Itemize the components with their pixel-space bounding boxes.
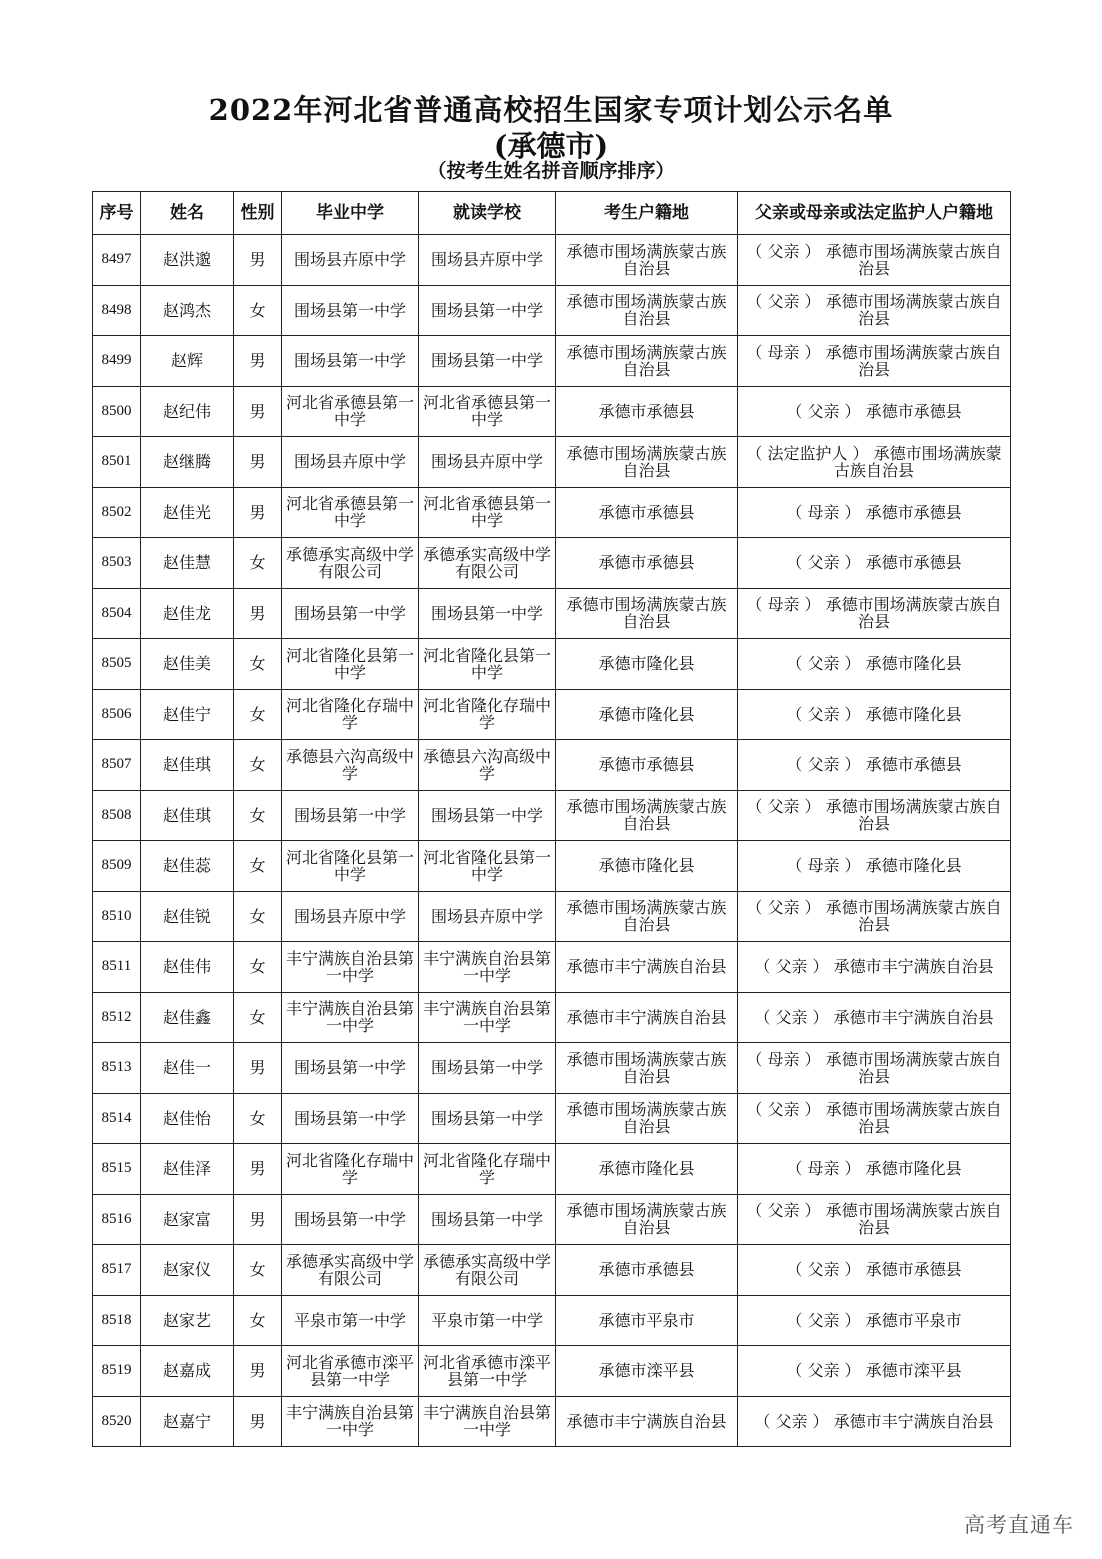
cell-graduated-school: 河北省隆化存瑞中学 bbox=[282, 689, 419, 740]
table-row bbox=[93, 336, 1011, 387]
cell-student-hukou: 承德市丰宁满族自治县 bbox=[556, 992, 738, 1043]
cell-index: 8509 bbox=[93, 841, 141, 892]
cell-guardian-hukou: （ 母亲 ） 承德市围场满族蒙古族自治县 bbox=[738, 336, 1011, 387]
cell-gender: 男 bbox=[234, 437, 282, 488]
cell-gender: 女 bbox=[234, 891, 282, 942]
cell-current-school: 河北省承德县第一中学 bbox=[419, 487, 556, 538]
cell-gender: 男 bbox=[234, 336, 282, 387]
cell-graduated-school: 围场县第一中学 bbox=[282, 1043, 419, 1094]
table-row bbox=[93, 942, 1011, 993]
table-body bbox=[93, 235, 1011, 1447]
cell-index: 8515 bbox=[93, 1144, 141, 1195]
cell-student-hukou: 承德市围场满族蒙古族自治县 bbox=[556, 437, 738, 488]
header-student-hukou: 考生户籍地 bbox=[556, 192, 738, 235]
cell-guardian-hukou: （ 父亲 ） 承德市丰宁满族自治县 bbox=[738, 992, 1011, 1043]
cell-guardian-hukou: （ 父亲 ） 承德市隆化县 bbox=[738, 689, 1011, 740]
watermark: 高考直通车 bbox=[964, 1513, 1074, 1537]
cell-guardian-hukou: （ 母亲 ） 承德市隆化县 bbox=[738, 1144, 1011, 1195]
document-title: 2022年河北省普通高校招生国家专项计划公示名单 bbox=[208, 93, 894, 127]
cell-name: 赵洪邈 bbox=[141, 235, 234, 286]
cell-name: 赵家艺 bbox=[141, 1295, 234, 1346]
cell-guardian-hukou: （ 父亲 ） 承德市围场满族蒙古族自治县 bbox=[738, 285, 1011, 336]
cell-graduated-school: 河北省承德市滦平县第一中学 bbox=[282, 1346, 419, 1397]
table-row bbox=[93, 1346, 1011, 1397]
cell-gender: 男 bbox=[234, 386, 282, 437]
cell-name: 赵继腾 bbox=[141, 437, 234, 488]
cell-graduated-school: 丰宁满族自治县第一中学 bbox=[282, 992, 419, 1043]
header-guardian-hukou: 父亲或母亲或法定监护人户籍地 bbox=[738, 192, 1011, 235]
cell-graduated-school: 围场县第一中学 bbox=[282, 336, 419, 387]
cell-graduated-school: 河北省隆化县第一中学 bbox=[282, 639, 419, 690]
cell-graduated-school: 河北省隆化县第一中学 bbox=[282, 841, 419, 892]
cell-name: 赵鸿杰 bbox=[141, 285, 234, 336]
cell-index: 8516 bbox=[93, 1194, 141, 1245]
cell-student-hukou: 承德市围场满族蒙古族自治县 bbox=[556, 235, 738, 286]
cell-graduated-school: 围场县第一中学 bbox=[282, 1194, 419, 1245]
cell-name: 赵佳宁 bbox=[141, 689, 234, 740]
cell-name: 赵佳伟 bbox=[141, 942, 234, 993]
cell-graduated-school: 围场县第一中学 bbox=[282, 790, 419, 841]
cell-current-school: 围场县第一中学 bbox=[419, 336, 556, 387]
cell-graduated-school: 河北省隆化存瑞中学 bbox=[282, 1144, 419, 1195]
cell-current-school: 河北省承德市滦平县第一中学 bbox=[419, 1346, 556, 1397]
cell-current-school: 承德承实高级中学有限公司 bbox=[419, 1245, 556, 1296]
cell-name: 赵家富 bbox=[141, 1194, 234, 1245]
cell-name: 赵纪伟 bbox=[141, 386, 234, 437]
cell-guardian-hukou: （ 母亲 ） 承德市围场满族蒙古族自治县 bbox=[738, 1043, 1011, 1094]
cell-gender: 女 bbox=[234, 992, 282, 1043]
cell-index: 8508 bbox=[93, 790, 141, 841]
cell-guardian-hukou: （ 母亲 ） 承德市承德县 bbox=[738, 487, 1011, 538]
cell-gender: 女 bbox=[234, 790, 282, 841]
cell-index: 8514 bbox=[93, 1093, 141, 1144]
cell-graduated-school: 围场县第一中学 bbox=[282, 285, 419, 336]
cell-gender: 女 bbox=[234, 689, 282, 740]
cell-student-hukou: 承德市隆化县 bbox=[556, 841, 738, 892]
table-row bbox=[93, 790, 1011, 841]
cell-gender: 男 bbox=[234, 1396, 282, 1447]
cell-student-hukou: 承德市围场满族蒙古族自治县 bbox=[556, 1043, 738, 1094]
header-graduated-school: 毕业中学 bbox=[282, 192, 419, 235]
cell-current-school: 围场县第一中学 bbox=[419, 1093, 556, 1144]
cell-student-hukou: 承德市围场满族蒙古族自治县 bbox=[556, 1194, 738, 1245]
cell-graduated-school: 承德县六沟高级中学 bbox=[282, 740, 419, 791]
cell-index: 8499 bbox=[93, 336, 141, 387]
cell-current-school: 河北省隆化存瑞中学 bbox=[419, 1144, 556, 1195]
cell-guardian-hukou: （ 父亲 ） 承德市滦平县 bbox=[738, 1346, 1011, 1397]
header-name: 姓名 bbox=[141, 192, 234, 235]
table-row bbox=[93, 841, 1011, 892]
cell-student-hukou: 承德市围场满族蒙古族自治县 bbox=[556, 336, 738, 387]
table-row bbox=[93, 487, 1011, 538]
cell-gender: 男 bbox=[234, 235, 282, 286]
cell-graduated-school: 围场县第一中学 bbox=[282, 1093, 419, 1144]
table-row bbox=[93, 1093, 1011, 1144]
cell-guardian-hukou: （ 父亲 ） 承德市承德县 bbox=[738, 1245, 1011, 1296]
cell-graduated-school: 河北省承德县第一中学 bbox=[282, 386, 419, 437]
cell-gender: 女 bbox=[234, 1093, 282, 1144]
cell-gender: 女 bbox=[234, 841, 282, 892]
cell-graduated-school: 承德承实高级中学有限公司 bbox=[282, 538, 419, 589]
cell-name: 赵佳怡 bbox=[141, 1093, 234, 1144]
cell-gender: 女 bbox=[234, 942, 282, 993]
table-row bbox=[93, 992, 1011, 1043]
cell-name: 赵佳一 bbox=[141, 1043, 234, 1094]
cell-gender: 女 bbox=[234, 1245, 282, 1296]
cell-name: 赵佳琪 bbox=[141, 790, 234, 841]
table-row bbox=[93, 1043, 1011, 1094]
cell-index: 8512 bbox=[93, 992, 141, 1043]
cell-student-hukou: 承德市承德县 bbox=[556, 740, 738, 791]
document-subtitle: (承德市) bbox=[493, 129, 609, 163]
cell-graduated-school: 平泉市第一中学 bbox=[282, 1295, 419, 1346]
cell-guardian-hukou: （ 法定监护人 ） 承德市围场满族蒙古族自治县 bbox=[738, 437, 1011, 488]
table-row bbox=[93, 285, 1011, 336]
cell-name: 赵佳琪 bbox=[141, 740, 234, 791]
cell-student-hukou: 承德市滦平县 bbox=[556, 1346, 738, 1397]
cell-current-school: 承德县六沟高级中学 bbox=[419, 740, 556, 791]
cell-current-school: 围场县第一中学 bbox=[419, 1043, 556, 1094]
cell-guardian-hukou: （ 父亲 ） 承德市围场满族蒙古族自治县 bbox=[738, 891, 1011, 942]
cell-index: 8517 bbox=[93, 1245, 141, 1296]
cell-index: 8513 bbox=[93, 1043, 141, 1094]
cell-index: 8502 bbox=[93, 487, 141, 538]
cell-gender: 女 bbox=[234, 639, 282, 690]
cell-student-hukou: 承德市隆化县 bbox=[556, 639, 738, 690]
header-index: 序号 bbox=[93, 192, 141, 235]
cell-student-hukou: 承德市围场满族蒙古族自治县 bbox=[556, 588, 738, 639]
cell-guardian-hukou: （ 父亲 ） 承德市丰宁满族自治县 bbox=[738, 1396, 1011, 1447]
cell-name: 赵嘉宁 bbox=[141, 1396, 234, 1447]
cell-name: 赵佳美 bbox=[141, 639, 234, 690]
cell-name: 赵佳锐 bbox=[141, 891, 234, 942]
table-row bbox=[93, 689, 1011, 740]
cell-name: 赵辉 bbox=[141, 336, 234, 387]
cell-index: 8503 bbox=[93, 538, 141, 589]
cell-gender: 女 bbox=[234, 285, 282, 336]
cell-name: 赵佳慧 bbox=[141, 538, 234, 589]
cell-graduated-school: 围场县卉原中学 bbox=[282, 891, 419, 942]
table-row bbox=[93, 1396, 1011, 1447]
cell-gender: 女 bbox=[234, 538, 282, 589]
cell-student-hukou: 承德市丰宁满族自治县 bbox=[556, 942, 738, 993]
cell-graduated-school: 河北省承德县第一中学 bbox=[282, 487, 419, 538]
cell-name: 赵佳光 bbox=[141, 487, 234, 538]
cell-graduated-school: 围场县卉原中学 bbox=[282, 235, 419, 286]
table-row bbox=[93, 386, 1011, 437]
cell-graduated-school: 承德承实高级中学有限公司 bbox=[282, 1245, 419, 1296]
table-row bbox=[93, 235, 1011, 286]
cell-name: 赵佳泽 bbox=[141, 1144, 234, 1195]
cell-name: 赵佳蕊 bbox=[141, 841, 234, 892]
cell-current-school: 丰宁满族自治县第一中学 bbox=[419, 1396, 556, 1447]
cell-current-school: 承德承实高级中学有限公司 bbox=[419, 538, 556, 589]
cell-index: 8500 bbox=[93, 386, 141, 437]
cell-index: 8520 bbox=[93, 1396, 141, 1447]
cell-gender: 男 bbox=[234, 1194, 282, 1245]
cell-student-hukou: 承德市承德县 bbox=[556, 538, 738, 589]
cell-index: 8501 bbox=[93, 437, 141, 488]
cell-index: 8519 bbox=[93, 1346, 141, 1397]
cell-current-school: 围场县卉原中学 bbox=[419, 891, 556, 942]
cell-index: 8518 bbox=[93, 1295, 141, 1346]
cell-gender: 女 bbox=[234, 740, 282, 791]
cell-current-school: 平泉市第一中学 bbox=[419, 1295, 556, 1346]
cell-guardian-hukou: （ 父亲 ） 承德市围场满族蒙古族自治县 bbox=[738, 235, 1011, 286]
cell-student-hukou: 承德市隆化县 bbox=[556, 1144, 738, 1195]
cell-index: 8504 bbox=[93, 588, 141, 639]
cell-index: 8507 bbox=[93, 740, 141, 791]
table-row bbox=[93, 740, 1011, 791]
table-row bbox=[93, 1245, 1011, 1296]
header-current-school: 就读学校 bbox=[419, 192, 556, 235]
cell-current-school: 丰宁满族自治县第一中学 bbox=[419, 942, 556, 993]
table-row bbox=[93, 588, 1011, 639]
cell-gender: 男 bbox=[234, 1346, 282, 1397]
cell-gender: 男 bbox=[234, 487, 282, 538]
cell-student-hukou: 承德市围场满族蒙古族自治县 bbox=[556, 891, 738, 942]
cell-student-hukou: 承德市承德县 bbox=[556, 386, 738, 437]
cell-current-school: 河北省隆化县第一中学 bbox=[419, 639, 556, 690]
table-row bbox=[93, 1144, 1011, 1195]
cell-guardian-hukou: （ 父亲 ） 承德市丰宁满族自治县 bbox=[738, 942, 1011, 993]
cell-graduated-school: 丰宁满族自治县第一中学 bbox=[282, 942, 419, 993]
table-row bbox=[93, 639, 1011, 690]
cell-guardian-hukou: （ 父亲 ） 承德市承德县 bbox=[738, 538, 1011, 589]
cell-current-school: 围场县第一中学 bbox=[419, 588, 556, 639]
cell-current-school: 河北省隆化存瑞中学 bbox=[419, 689, 556, 740]
cell-index: 8510 bbox=[93, 891, 141, 942]
cell-current-school: 围场县卉原中学 bbox=[419, 437, 556, 488]
cell-name: 赵佳龙 bbox=[141, 588, 234, 639]
cell-gender: 男 bbox=[234, 588, 282, 639]
cell-index: 8497 bbox=[93, 235, 141, 286]
cell-gender: 女 bbox=[234, 1295, 282, 1346]
cell-student-hukou: 承德市承德县 bbox=[556, 1245, 738, 1296]
cell-gender: 男 bbox=[234, 1144, 282, 1195]
cell-student-hukou: 承德市围场满族蒙古族自治县 bbox=[556, 285, 738, 336]
cell-current-school: 河北省隆化县第一中学 bbox=[419, 841, 556, 892]
cell-guardian-hukou: （ 母亲 ） 承德市围场满族蒙古族自治县 bbox=[738, 588, 1011, 639]
table-row bbox=[93, 1295, 1011, 1346]
cell-student-hukou: 承德市平泉市 bbox=[556, 1295, 738, 1346]
cell-index: 8506 bbox=[93, 689, 141, 740]
cell-index: 8505 bbox=[93, 639, 141, 690]
table-row bbox=[93, 891, 1011, 942]
cell-guardian-hukou: （ 父亲 ） 承德市围场满族蒙古族自治县 bbox=[738, 1093, 1011, 1144]
cell-student-hukou: 承德市隆化县 bbox=[556, 689, 738, 740]
enrollment-table bbox=[92, 191, 1011, 1447]
cell-current-school: 河北省承德县第一中学 bbox=[419, 386, 556, 437]
cell-current-school: 丰宁满族自治县第一中学 bbox=[419, 992, 556, 1043]
cell-guardian-hukou: （ 父亲 ） 承德市围场满族蒙古族自治县 bbox=[738, 790, 1011, 841]
cell-student-hukou: 承德市承德县 bbox=[556, 487, 738, 538]
cell-current-school: 围场县第一中学 bbox=[419, 1194, 556, 1245]
cell-student-hukou: 承德市围场满族蒙古族自治县 bbox=[556, 790, 738, 841]
table-header-row bbox=[93, 192, 1011, 235]
cell-name: 赵嘉成 bbox=[141, 1346, 234, 1397]
cell-graduated-school: 围场县卉原中学 bbox=[282, 437, 419, 488]
cell-graduated-school: 围场县第一中学 bbox=[282, 588, 419, 639]
cell-current-school: 围场县第一中学 bbox=[419, 790, 556, 841]
cell-guardian-hukou: （ 父亲 ） 承德市承德县 bbox=[738, 740, 1011, 791]
cell-student-hukou: 承德市围场满族蒙古族自治县 bbox=[556, 1093, 738, 1144]
cell-gender: 男 bbox=[234, 1043, 282, 1094]
cell-graduated-school: 丰宁满族自治县第一中学 bbox=[282, 1396, 419, 1447]
cell-index: 8511 bbox=[93, 942, 141, 993]
cell-current-school: 围场县卉原中学 bbox=[419, 235, 556, 286]
table-row bbox=[93, 437, 1011, 488]
cell-index: 8498 bbox=[93, 285, 141, 336]
table-row bbox=[93, 1194, 1011, 1245]
cell-guardian-hukou: （ 父亲 ） 承德市隆化县 bbox=[738, 639, 1011, 690]
cell-guardian-hukou: （ 母亲 ） 承德市隆化县 bbox=[738, 841, 1011, 892]
cell-name: 赵佳鑫 bbox=[141, 992, 234, 1043]
cell-current-school: 围场县第一中学 bbox=[419, 285, 556, 336]
table-row bbox=[93, 538, 1011, 589]
cell-guardian-hukou: （ 父亲 ） 承德市平泉市 bbox=[738, 1295, 1011, 1346]
cell-name: 赵家仪 bbox=[141, 1245, 234, 1296]
cell-guardian-hukou: （ 父亲 ） 承德市围场满族蒙古族自治县 bbox=[738, 1194, 1011, 1245]
header-gender: 性别 bbox=[234, 192, 282, 235]
cell-student-hukou: 承德市丰宁满族自治县 bbox=[556, 1396, 738, 1447]
sort-note: （按考生姓名拼音顺序排序） bbox=[427, 160, 675, 182]
cell-guardian-hukou: （ 父亲 ） 承德市承德县 bbox=[738, 386, 1011, 437]
